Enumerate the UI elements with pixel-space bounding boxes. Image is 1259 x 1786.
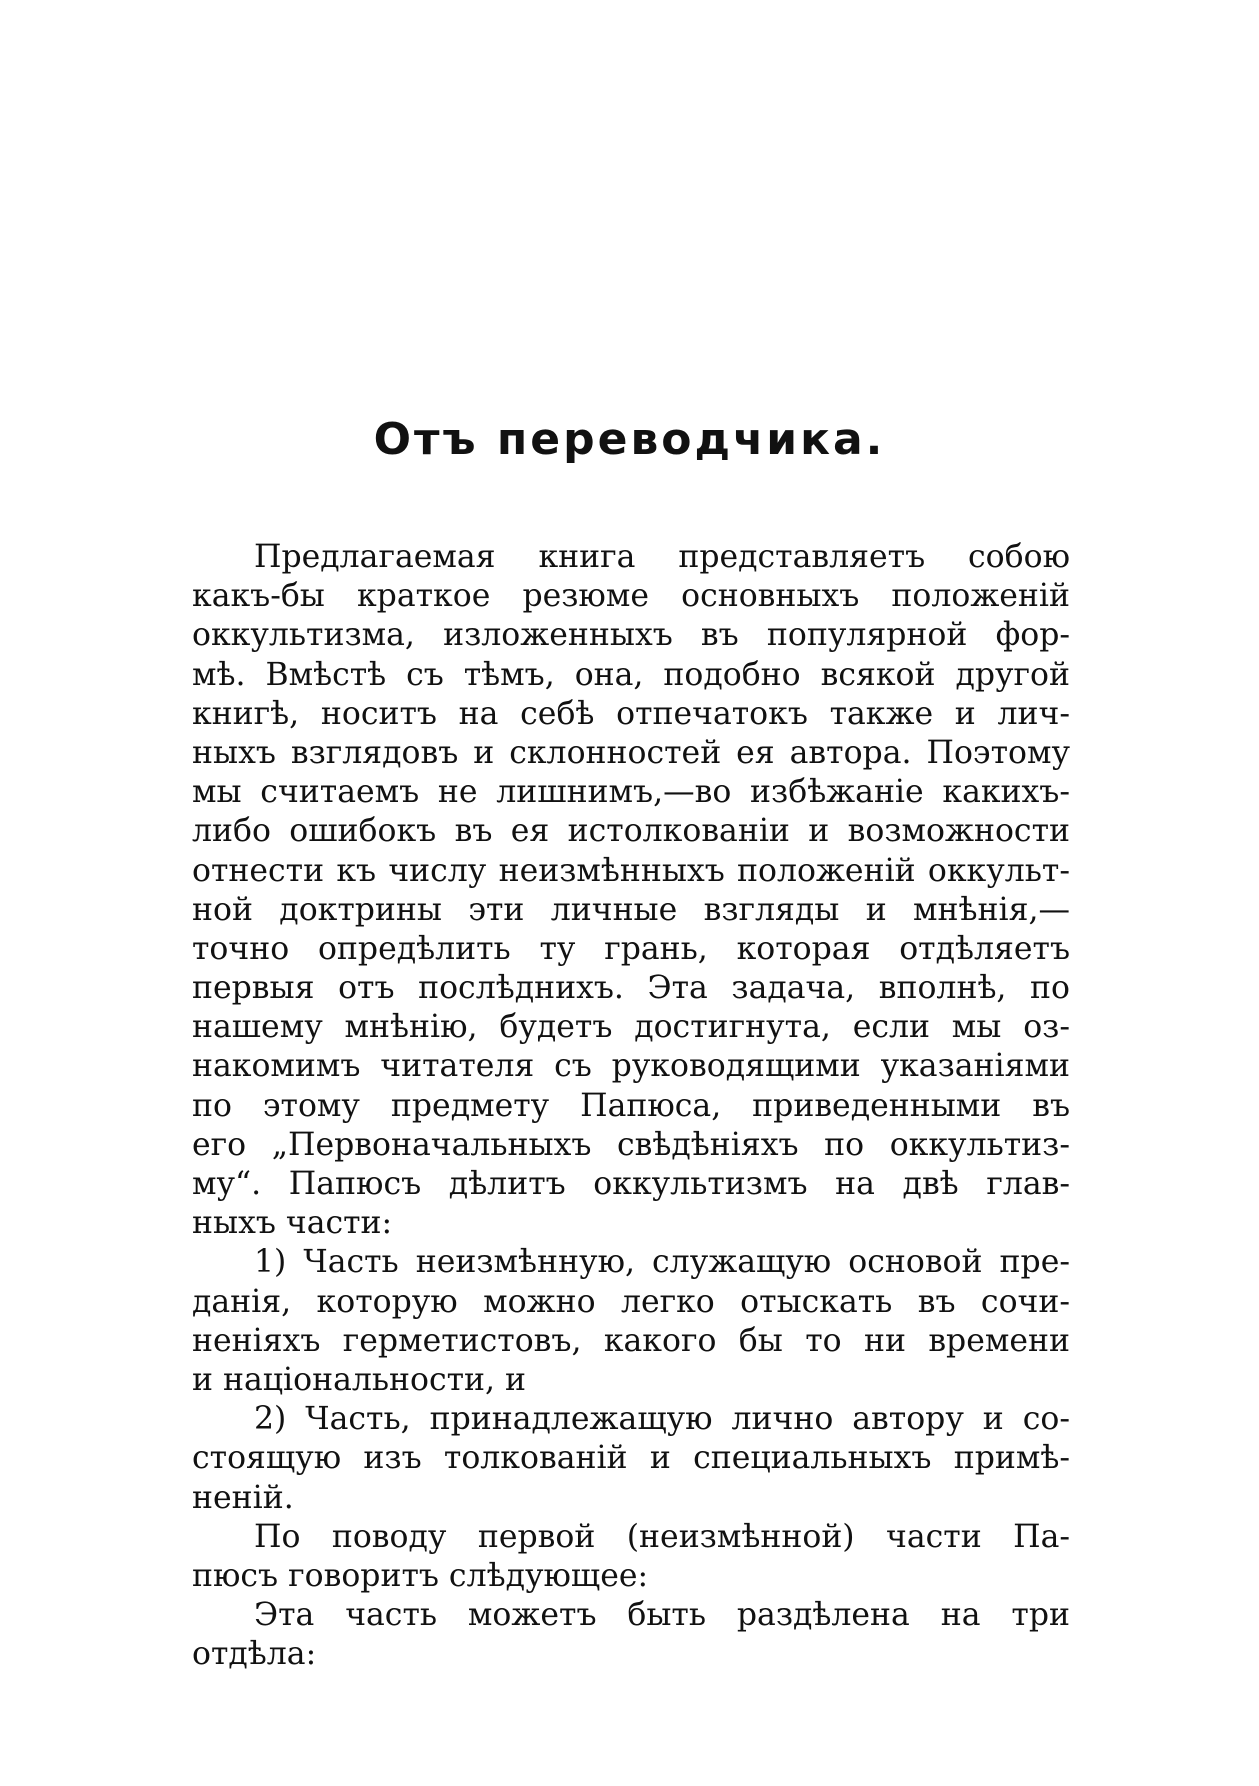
text-line: и нацiональности, и [192, 1361, 527, 1398]
text-line: му“. Папюсъ дѣлитъ оккультизмъ на двѣ глав- [192, 1166, 1070, 1202]
text-line: либо ошибокъ въ ея истолкованiи и возможности [192, 813, 1070, 850]
text-line: По поводу первой (неизмѣнной) части Па- [254, 1518, 1070, 1555]
text-line: первыя отъ послѣднихъ. Эта задача, вполнѣ, по [192, 970, 1070, 1007]
text-line: данiя, которую можно легко отыскать въ сочи- [192, 1283, 1070, 1320]
text-line: стоящую изъ толкованiй и специальныхъ примѣ- [192, 1440, 1070, 1477]
text-line: накомимъ читателя съ руководящими указанiями [192, 1048, 1070, 1085]
body-text [192, 538, 1070, 1674]
text-line: отнести къ числу неизмѣнныхъ положенiй оккульт- [192, 852, 1070, 889]
text-line: отдѣла: [192, 1636, 317, 1673]
text-line: его „Первоначальныхъ свѣдѣнiяхъ по оккультиз- [192, 1126, 1070, 1163]
text-line: 1) Часть неизмѣнную, служащую основой пре- [254, 1244, 1070, 1281]
text-line: нашему мнѣнiю, будетъ достигнута, если мы оз- [192, 1009, 1070, 1046]
text-line: ныхъ взглядовъ и склонностей ея автора. Поэтому [192, 734, 1070, 771]
chapter-title: Отъ переводчика. [373, 414, 886, 465]
text-line: мѣ. Вмѣстѣ съ тѣмъ, она, подобно всякой другой [192, 656, 1070, 693]
text-line: книгѣ, носитъ на себѣ отпечатокъ также и лич- [192, 695, 1070, 732]
text-line: Эта часть можетъ быть раздѣлена на три [254, 1597, 1070, 1634]
text-line: ныхъ части: [192, 1205, 393, 1242]
text-line: Предлагаемая книга представляетъ собою [254, 539, 1070, 575]
text-line: 2) Часть, принадлежащую лично автору и со- [254, 1401, 1070, 1438]
text-line: мы считаемъ не лишнимъ,—во избѣжанiе какихъ- [192, 774, 1070, 811]
text-line: пюсъ говоритъ слѣдующее: [192, 1557, 649, 1594]
text-line: по этому предмету Папюса, приведенными въ [192, 1087, 1070, 1124]
text-line: какъ-бы краткое резюме основныхъ положенiй [192, 578, 1070, 615]
text-line: ненiй. [192, 1479, 294, 1516]
text-line: оккультизма, изложенныхъ въ популярной фор- [192, 617, 1070, 654]
text-line: ненiяхъ герметистовъ, какого бы то ни времени [192, 1322, 1070, 1359]
text-line: ной доктрины эти личные взгляды и мнѣнiя,— [192, 891, 1070, 928]
text-line: точно опредѣлить ту грань, которая отдѣляетъ [192, 930, 1070, 967]
